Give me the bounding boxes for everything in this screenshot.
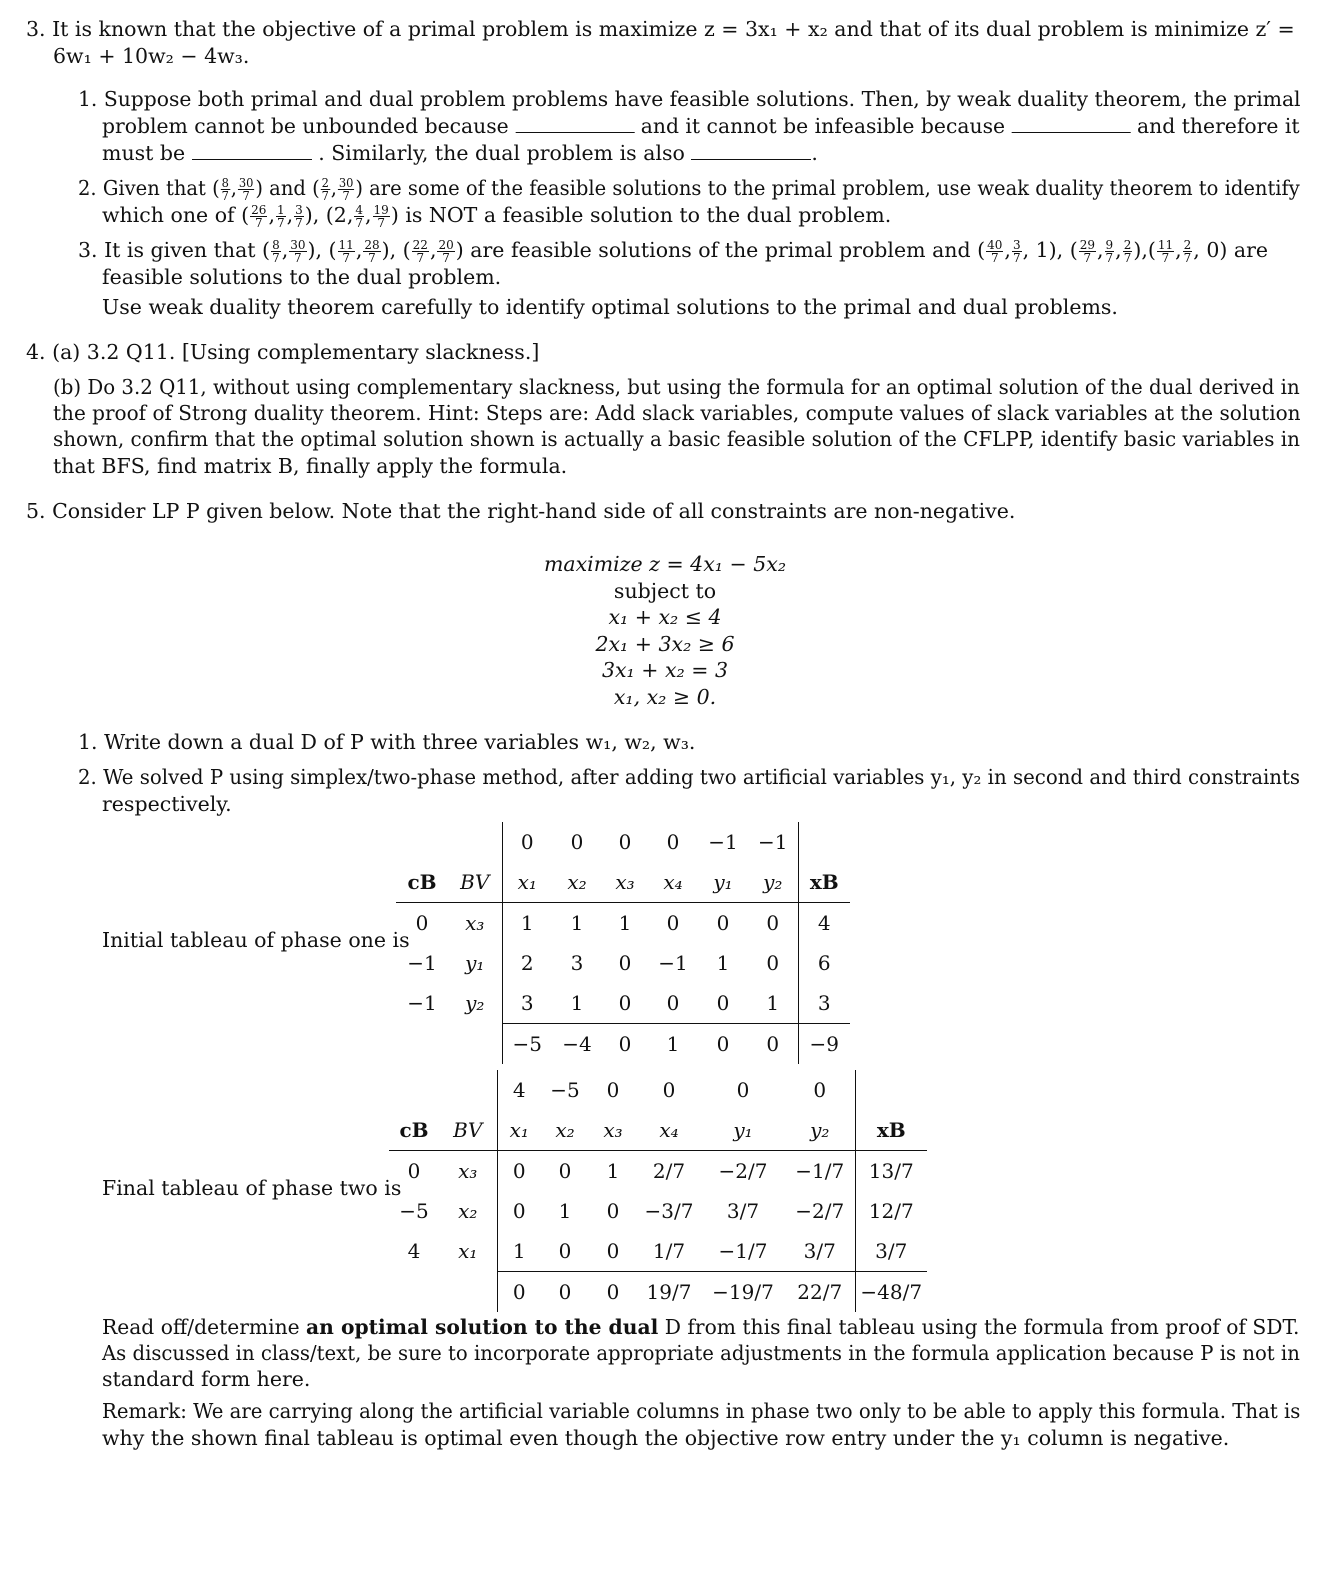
value-cell: 0 <box>716 990 730 1015</box>
read-emphasis: an optimal solution to the dual <box>306 1315 659 1339</box>
q5-item1: 1. Write down a dual D of P with three variables w₁, w₂, w₃. <box>78 730 696 754</box>
read-text: Read off/determine <box>102 1315 307 1339</box>
header-cell: y₁ <box>733 1117 753 1142</box>
value-cell: 0 <box>497 1191 541 1231</box>
answer-blank[interactable] <box>691 141 811 160</box>
q3-part2-text: 2. Given that ( <box>78 176 220 200</box>
objective-cell: −5 <box>502 1024 552 1065</box>
q5-read-line3: standard form here. <box>102 1367 311 1391</box>
bv-cell: y₁ <box>465 950 485 975</box>
fraction: $\frac{8}{7}$ <box>221 176 229 203</box>
lp-nonnegativity: x₁, x₂ ≥ 0. <box>613 685 717 709</box>
cost-cell: 0 <box>662 1077 676 1102</box>
fraction: $\frac{2}{7}$ <box>321 176 329 203</box>
objective-cell: 0 <box>602 1024 648 1065</box>
cost-cell: 0 <box>813 1077 827 1102</box>
value-cell: 3 <box>502 983 552 1024</box>
q3-part2-text: ) and ( <box>255 176 320 200</box>
q3-part1-text: and it cannot be infeasible because <box>640 114 1006 138</box>
objective-cell: −48/7 <box>855 1272 927 1313</box>
q4-part-b-line1: (b) Do 3.2 Q11, without using complementary slackness, but using the formula for an optimal solution of the dual derived in <box>53 375 1300 399</box>
header-row <box>389 1110 927 1151</box>
q3-line1: 3. It is known that the objective of a primal problem is maximize z = 3x₁ + x₂ and that of its dual problem is minimize z′ = <box>26 17 1295 41</box>
fraction: $\frac{11}{7}$ <box>1157 238 1174 265</box>
q4-part-b-line4: that BFS, find matrix B, finally apply the formula. <box>53 454 568 478</box>
q4-part-a: 4. (a) 3.2 Q11. [Using complementary slackness.] <box>26 340 540 364</box>
q3-part3-text: ) are feasible solutions of the primal problem and ( <box>455 238 986 262</box>
header-cell: BV <box>453 1117 483 1142</box>
value-cell: 3/7 <box>726 1198 760 1223</box>
cost-cell: 0 <box>618 829 632 854</box>
q3-part2-text: which one of ( <box>102 203 250 227</box>
initial-tableau-label: Initial tableau of phase one is <box>102 928 410 952</box>
value-cell: 0 <box>648 903 698 944</box>
q3-part3-line3: Use weak duality theorem carefully to identify optimal solutions to the primal and dual problems. <box>102 295 1118 319</box>
final-tableau <box>389 1070 927 1312</box>
value-cell: −1 <box>658 950 688 975</box>
value-cell: 1 <box>552 903 602 944</box>
q3-part3-line1: 3. It is given that ( $\frac{8}{7}$ , $\frac{30}{7}$ ), ( $\frac{11}{7}$ , $\frac{28}{7}$ ), ( $\frac{22}{7}$ , $\frac{20}{7}$ ) are feasible solutions of the primal problem and ( $\frac{40}{7}$ , $\frac{3}{7}$ , 1), ( $\frac{29}{7}$ , $\frac{9}{7}$ , $\frac{2}{7}$ ),( $\frac{11}{7}$ , $\frac{2}{7}$ , 0) are <box>78 238 1269 265</box>
header-cell: x₄ <box>659 1117 679 1142</box>
fraction: $\frac{9}{7}$ <box>1105 238 1114 265</box>
objective-row <box>396 1024 850 1065</box>
value-cell: 1 <box>497 1231 541 1272</box>
lp-constraint-3: 3x₁ + x₂ = 3 <box>601 658 729 682</box>
cost-cell: 0 <box>606 1077 620 1102</box>
cb-cell: −5 <box>399 1198 429 1223</box>
table-row <box>389 1151 927 1192</box>
header-cell: x₄ <box>663 869 683 894</box>
fraction: $\frac{30}{7}$ <box>238 176 254 203</box>
objective-cell: 0 <box>698 1024 748 1065</box>
value-cell: 0 <box>766 950 780 975</box>
header-cell: cB <box>399 1117 429 1142</box>
value-cell: 0 <box>606 1238 620 1263</box>
table-row <box>389 1231 927 1272</box>
answer-blank[interactable] <box>1012 114 1131 133</box>
lp-constraint-2: 2x₁ + 3x₂ ≥ 6 <box>595 632 735 656</box>
header-cell: xB <box>855 1110 927 1151</box>
bv-cell: x₁ <box>458 1238 478 1263</box>
bv-cell: y₂ <box>465 990 485 1015</box>
objective-cell: −9 <box>798 1024 850 1065</box>
fraction: $\frac{3}{7}$ <box>295 203 303 230</box>
table-row <box>396 983 850 1024</box>
header-cell: x₃ <box>603 1117 623 1142</box>
cb-cell: 0 <box>396 903 448 944</box>
value-cell: 1 <box>589 1151 637 1192</box>
header-cell: x₂ <box>567 869 587 894</box>
bv-cell: x₃ <box>439 1151 497 1192</box>
q4-part-b-line2: the proof of Strong duality theorem. Hint: Steps are: Add slack variables, compute values of slack variables at the solution <box>53 401 1301 425</box>
value-cell: −3/7 <box>644 1198 694 1223</box>
cb-cell: 4 <box>407 1238 421 1263</box>
q3-part3-text: ) are <box>1219 238 1269 262</box>
q3-part2-text: ), (2, <box>304 203 354 227</box>
header-cell: x₂ <box>555 1117 575 1142</box>
cost-cell: −5 <box>550 1077 580 1102</box>
value-cell: 1 <box>558 1198 572 1223</box>
q5-item2-line2: respectively. <box>102 792 232 816</box>
objective-cell: −19/7 <box>701 1272 785 1313</box>
header-row <box>396 862 850 903</box>
cost-cell: 0 <box>502 822 552 862</box>
value-cell: 0 <box>748 903 798 944</box>
header-cell: xB <box>798 862 850 903</box>
cost-row <box>396 822 850 862</box>
fraction: $\frac{30}{7}$ <box>338 176 354 203</box>
value-cell: 0 <box>558 1238 572 1263</box>
header-cell: x₃ <box>615 869 635 894</box>
cost-cell: −1 <box>758 829 788 854</box>
q5-remark-line1: Remark: We are carrying along the artificial variable columns in phase two only to be able to apply this formula. That is <box>102 1399 1301 1423</box>
read-text: D from this final tableau using the formula from proof of SDT. <box>658 1315 1300 1339</box>
objective-row <box>389 1272 927 1313</box>
value-cell: 0 <box>618 950 632 975</box>
lp-constraint-1: x₁ + x₂ ≤ 4 <box>608 605 722 629</box>
bv-cell: x₂ <box>458 1198 478 1223</box>
fraction: $\frac{22}{7}$ <box>412 238 428 265</box>
fraction: $\frac{4}{7}$ <box>355 203 364 230</box>
q5-item2-line1: 2. We solved P using simplex/two-phase method, after adding two artificial variables y₁, y₂ in second and third constraints <box>78 765 1301 789</box>
q3-part3-text: 3. It is given that ( <box>78 238 271 262</box>
objective-cell: 0 <box>589 1272 637 1313</box>
header-cell: y₁ <box>713 869 733 894</box>
value-cell: 1 <box>502 903 552 944</box>
q4-part-b-line3: shown, confirm that the optimal solution shown is actually a basic feasible solution of the CFLPP, identify basic variables in <box>53 427 1300 451</box>
table-row <box>396 903 850 944</box>
objective-cell: 0 <box>497 1272 541 1313</box>
fraction: $\frac{40}{7}$ <box>987 238 1003 265</box>
objective-cell: 19/7 <box>637 1272 701 1313</box>
header-cell: cB <box>407 869 437 894</box>
fraction: $\frac{11}{7}$ <box>338 238 354 265</box>
objective-cell: 0 <box>748 1024 798 1065</box>
rhs-cell: 13/7 <box>855 1151 927 1192</box>
q3-part2-line2: which one of ( $\frac{26}{7}$ , $\frac{1}{7}$ , $\frac{3}{7}$ ), (2, $\frac{4}{7}$ , $\frac{19}{7}$ ) is NOT a feasible solution to the dual problem. <box>102 203 892 230</box>
cost-cell: 4 <box>497 1070 541 1110</box>
value-cell: 1 <box>570 990 584 1015</box>
q5-remark-line2: why the shown final tableau is optimal even though the objective row entry under the y₁ column is negative. <box>102 1426 1230 1450</box>
fraction: $\frac{2}{7}$ <box>1123 238 1132 265</box>
objective-cell: 1 <box>648 1024 698 1065</box>
q3-part1-line1: 1. Suppose both primal and dual problem problems have feasible solutions. Then, by weak duality theorem, the primal <box>78 87 1301 111</box>
q3-part1-text: . Similarly, the dual problem is also <box>318 141 685 165</box>
objective-cell: 0 <box>541 1272 589 1313</box>
value-cell: 0 <box>666 990 680 1015</box>
rhs-cell: 6 <box>798 943 850 983</box>
header-cell: y₂ <box>763 869 783 894</box>
q3-part1-text: . <box>811 141 818 165</box>
q5-read-line2: As discussed in class/text, be sure to incorporate appropriate adjustments in the formula application because P is not in <box>102 1341 1300 1365</box>
value-cell: −2/7 <box>795 1198 845 1223</box>
q3-part1-line2 <box>102 113 1299 140</box>
rhs-cell: 12/7 <box>855 1191 927 1231</box>
lp-subject-to: subject to <box>613 579 717 603</box>
answer-blank[interactable] <box>192 141 312 160</box>
cost-row <box>389 1070 927 1110</box>
table-row <box>396 943 850 983</box>
fraction: $\frac{2}{7}$ <box>1183 238 1192 265</box>
q5-read-line1 <box>102 1314 1299 1341</box>
value-cell: 1 <box>716 950 730 975</box>
cb-cell: −1 <box>407 990 437 1015</box>
value-cell: 1 <box>766 990 780 1015</box>
value-cell: 0 <box>606 1198 620 1223</box>
q3-part1-text: problem cannot be unbounded because <box>102 114 509 138</box>
final-tableau-label: Final tableau of phase two is <box>102 1176 402 1200</box>
answer-blank[interactable] <box>515 114 634 133</box>
header-cell: y₂ <box>810 1117 830 1142</box>
bv-cell: x₃ <box>448 903 502 944</box>
initial-tableau <box>396 822 850 1064</box>
value-cell: 1 <box>602 903 648 944</box>
value-cell: 0 <box>541 1151 589 1192</box>
fraction: $\frac{8}{7}$ <box>272 238 280 265</box>
fraction: $\frac{26}{7}$ <box>251 203 267 230</box>
q3-part2-line1: 2. Given that ( $\frac{8}{7}$ , $\frac{30}{7}$ ) and ( $\frac{2}{7}$ , $\frac{30}{7}$ ) are some of the feasible solutions to the primal problem, use weak duality theorem to identify <box>78 176 1300 203</box>
value-cell: 2/7 <box>637 1151 701 1192</box>
q3-part2-text: ) is NOT a feasible solution to the dual problem. <box>390 203 892 227</box>
value-cell: −2/7 <box>701 1151 785 1192</box>
q3-part2-text: ) are some of the feasible solutions to the primal problem, use weak duality theorem to identify <box>355 176 1300 200</box>
q5-intro: 5. Consider LP P given below. Note that the right-hand side of all constraints are non-negative. <box>26 499 1016 523</box>
cost-cell: 0 <box>570 829 584 854</box>
value-cell: 0 <box>497 1151 541 1192</box>
value-cell: 2 <box>502 943 552 983</box>
value-cell: −1/7 <box>785 1151 855 1192</box>
fraction: $\frac{28}{7}$ <box>364 238 380 265</box>
value-cell: 0 <box>698 903 748 944</box>
fraction: $\frac{19}{7}$ <box>373 203 389 230</box>
cb-cell: 0 <box>389 1151 439 1192</box>
header-cell: x₁ <box>497 1110 541 1151</box>
lp-objective: maximize z = 4x₁ − 5x₂ <box>543 552 787 576</box>
fraction: $\frac{20}{7}$ <box>438 238 454 265</box>
cb-cell: −1 <box>407 950 437 975</box>
cost-cell: −1 <box>708 829 738 854</box>
q3-part1-text: and therefore it <box>1137 114 1300 138</box>
value-cell: 0 <box>618 990 632 1015</box>
fraction: $\frac{30}{7}$ <box>290 238 306 265</box>
q3-part1-text: must be <box>102 141 186 165</box>
value-cell: 3 <box>570 950 584 975</box>
fraction: $\frac{3}{7}$ <box>1012 238 1021 265</box>
q3-part3-line2: feasible solutions to the dual problem. <box>102 265 502 289</box>
objective-cell: 22/7 <box>785 1272 855 1313</box>
fraction: $\frac{1}{7}$ <box>276 203 285 230</box>
q3-line2: 6w₁ + 10w₂ − 4w₃. <box>53 44 250 68</box>
cost-cell: 0 <box>666 829 680 854</box>
rhs-cell: 4 <box>798 903 850 944</box>
value-cell: −1/7 <box>718 1238 768 1263</box>
cost-cell: 0 <box>736 1077 750 1102</box>
rhs-cell: 3 <box>798 983 850 1024</box>
value-cell: 3/7 <box>803 1238 836 1263</box>
header-cell: x₁ <box>502 862 552 903</box>
value-cell: 1/7 <box>652 1238 686 1263</box>
fraction: $\frac{29}{7}$ <box>1079 238 1095 265</box>
objective-cell: −4 <box>552 1024 602 1065</box>
header-cell: BV <box>460 869 490 894</box>
rhs-cell: 3/7 <box>855 1231 927 1272</box>
table-row <box>389 1191 927 1231</box>
q3-part1-line3 <box>102 140 818 167</box>
